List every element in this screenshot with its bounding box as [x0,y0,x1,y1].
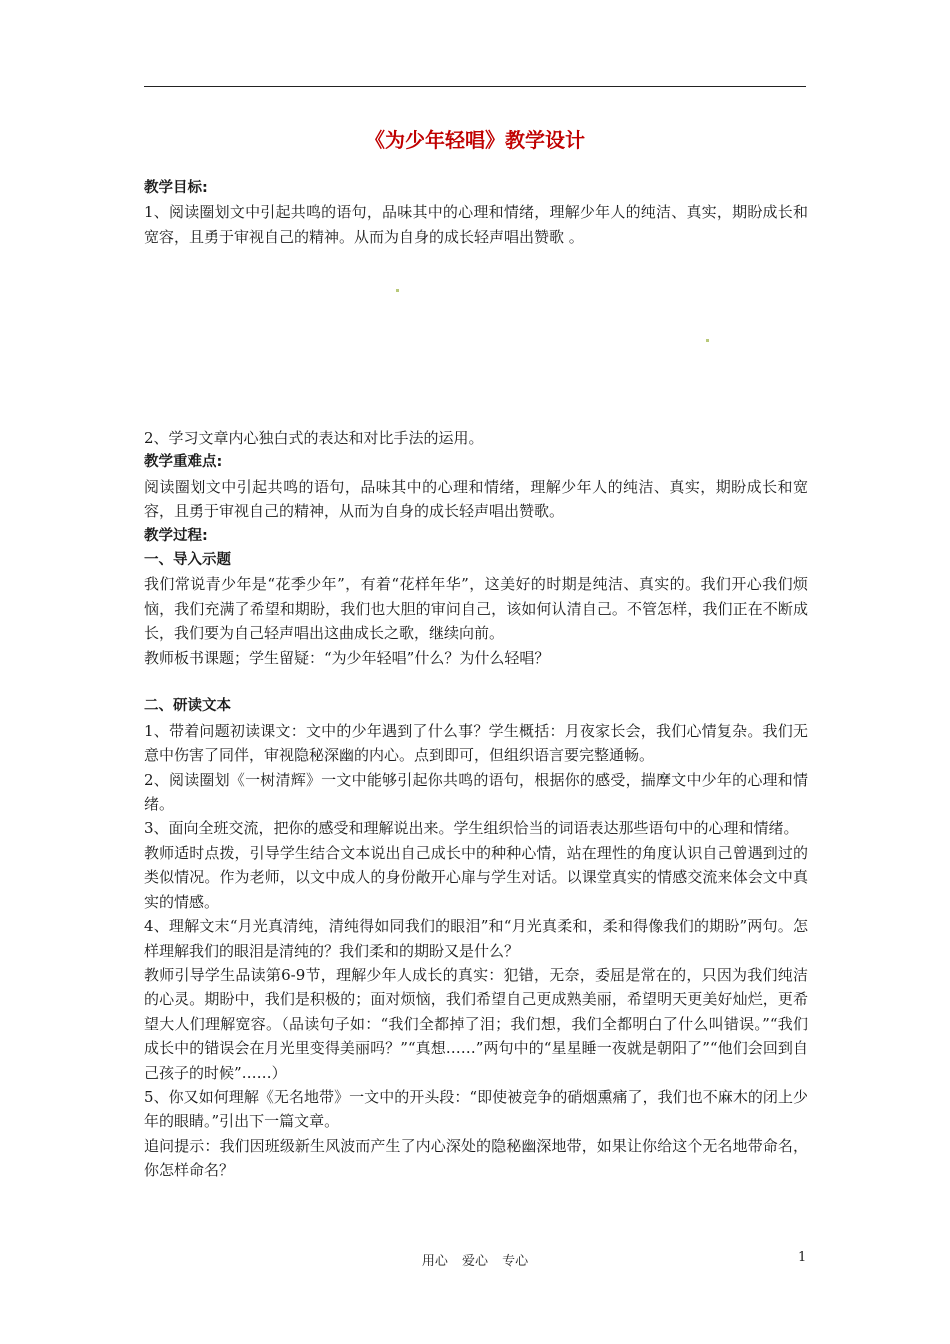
section-heading: 教学重难点: [144,454,223,471]
paragraph: 2、学习文章内心独白式的表达和对比手法的运用。 [144,429,484,447]
header-rule [144,86,806,87]
footer-motto: 用心 爱心 专心 [421,1254,529,1269]
paragraph: 5、你又如何理解《无名地带》一文中的开头段：“即使被竞争的硝烟熏痛了，我们也不麻木的闭上少年的眼睛。”引出下一篇文章。 [144,1087,808,1131]
section-heading: 教学目标: [144,180,208,196]
blank-line [144,670,808,694]
section-heading: 教学过程: [144,527,208,544]
paragraph: 教师引导学生品读第6-9节，理解少年人成长的真实：犯错，无奈，委屈是常在的，只因为我们纯洁的心灵。期盼中，我们是积极的；面对烦恼，我们希望自己更成熟美丽，希望明天更美好灿烂，更希望大人们理解宽容。（品读句子如：“我们全都掉了泪；我们想，我们全都明白了什么叫错误。”“我们成长中的错误会在月光里变得美丽吗？”“真想……”两句中的“星星睡一夜就是朝阳了”“他们会回到自己孩子的时候”……） [144,965,808,1082]
paragraph: 追问提示：我们因班级新生风波而产生了内心深处的隐秘幽深地带，如果让你给这个无名地带命名，你怎样命名？ [144,1136,808,1180]
speck [396,289,399,292]
paragraph: 4、理解文末“月光真清纯，清纯得如同我们的眼泪”和“月光真柔和，柔和得像我们的期盼”两句。怎样理解我们的眼泪是清纯的？我们柔和的期盼又是什么？ [144,917,808,960]
lesson-body [144,426,808,1183]
document-title: 《为少年轻唱》教学设计 [365,128,585,152]
page-number: 1 [798,1250,807,1265]
paragraph: 1、阅读圈划文中引起共鸣的语句，品味其中的心理和情绪，理解少年人的纯洁、真实，期盼成长和宽容，且勇于审视自己的精神。从而为自身的成长轻声唱出赞歌 。 [144,203,808,246]
teaching-goals-section [144,176,808,249]
paragraph: 1、带着问题初读课文：文中的少年遇到了什么事？学生概括：月夜家长会，我们心情复杂。我们无意中伤害了同伴，审视隐秘深幽的内心。点到即可，但组织语言要完整通畅。 [144,721,808,765]
paragraph: 教师板书课题；学生留疑：“为少年轻唱”什么？为什么轻唱？ [144,648,550,667]
paragraph: 阅读圈划文中引起共鸣的语句，品味其中的心理和情绪，理解少年人的纯洁、真实，期盼成长和宽容，且勇于审视自己的精神，从而为自身的成长轻声唱出赞歌。 [144,477,808,521]
speck [706,339,709,342]
paragraph: 教师适时点拨，引导学生结合文本说出自己成长中的种种心情，站在理性的角度认识自己曾遇到过的类似情况。作为老师，以文中成人的身份敞开心扉与学生对话。以课堂真实的情感交流来体会文中真实的情感。 [144,843,808,911]
section-heading: 一、导入示题 [144,552,231,569]
paragraph: 2、阅读圈划《一树清辉》一文中能够引起你共鸣的语句，根据你的感受，揣摩文中少年的心理和情绪。 [144,770,808,814]
paragraph: 3、面向全班交流，把你的感受和理解说出来。学生组织恰当的词语表达那些语句中的心理和情绪。 [144,819,799,838]
paragraph: 我们常说青少年是“花季少年”，有着“花样年华”，这美好的时期是纯洁、真实的。我们开心我们烦恼，我们充满了希望和期盼，我们也大胆的审问自己，该如何认清自己。不管怎样，我们正在不断成长，我们要为自己轻声唱出这曲成长之歌，继续向前。 [144,575,808,643]
section-heading: 二、研读文本 [144,698,231,715]
